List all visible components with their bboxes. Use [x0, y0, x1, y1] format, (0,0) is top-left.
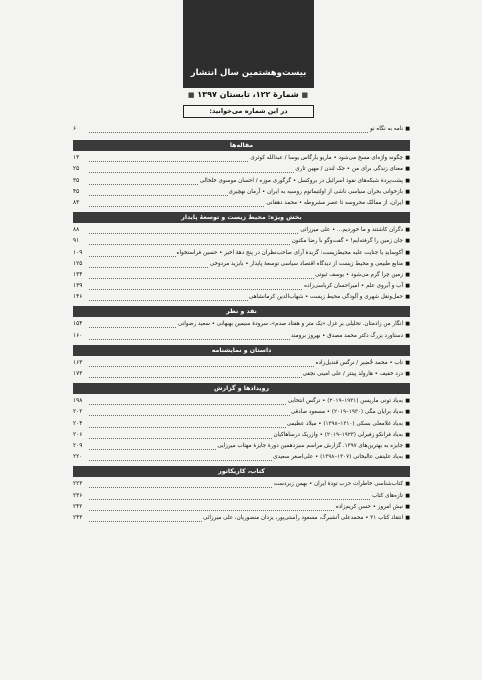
- square-bullet-icon: ■: [405, 249, 410, 256]
- toc-entry[interactable]: [73, 124, 410, 135]
- square-bullet-icon: ■: [405, 420, 410, 427]
- page-number: ۱۰۹: [73, 248, 89, 259]
- entry-title: ایران، از ممالک محروسه تا عصر مشروطه • محمد دهقانی: [265, 198, 403, 209]
- toc-entry[interactable]: [73, 452, 410, 463]
- toc-entry[interactable]: [73, 248, 410, 259]
- toc-entry[interactable]: [73, 236, 410, 247]
- page-number: ۸۳: [73, 198, 89, 209]
- toc-entry[interactable]: [73, 319, 410, 330]
- entry-title: دگران کاشتند و ما خوردیم... • علی میرزائی: [299, 225, 403, 236]
- toc-entry[interactable]: [73, 407, 410, 418]
- square-bullet-icon: ■: [405, 126, 410, 132]
- entry-title: به‌یاد فرانکو زفیرلی (۱۹۲۳–۲۰۱۹) • وازریک درساهاکیان: [272, 430, 403, 441]
- page-number: ۲۰۹: [73, 441, 89, 452]
- issue-number: شمارهٔ ۱۲۲، تابستان ۱۳۹۷: [197, 90, 299, 99]
- toc-entry[interactable]: [73, 176, 410, 187]
- page-number: ۲۰۶: [73, 430, 89, 441]
- entry-title: تازه‌های کتاب: [371, 491, 403, 502]
- square-bullet-icon: ■: [405, 503, 410, 510]
- page-number: ۲۴۳: [73, 513, 89, 524]
- page-number: ۱۳۴: [73, 270, 89, 281]
- square-bullet-icon: ■: [405, 155, 410, 162]
- toc-entry[interactable]: [73, 441, 410, 452]
- page-number: ۹۱: [73, 236, 89, 247]
- square-bullet-icon: ■: [405, 271, 410, 278]
- toc-entry[interactable]: [73, 281, 410, 292]
- toc-entry[interactable]: [73, 358, 410, 369]
- page-number: ۱۴۶: [73, 292, 89, 303]
- toc-entry[interactable]: [73, 187, 410, 198]
- entry-title: جان زمین را گرفته‌ایم! • گفت‌وگو با رضا مکنون: [291, 236, 403, 247]
- dot-leader: [87, 491, 402, 500]
- entry-title: به‌یاد علینقی عالیخانی (۱۳۰۷–۱۳۹۸) • علی‌اصغر سعیدی: [272, 452, 403, 463]
- page-number: ۲۲۰: [73, 452, 89, 463]
- dot-leader: [87, 124, 402, 133]
- square-bullet-icon: ■: [405, 188, 410, 195]
- page-number: ۲۵: [73, 164, 89, 175]
- entry-title: درد خفیف • هارولد پینتر / علی امینی نجفی: [302, 369, 403, 380]
- page-number: ۱۳: [73, 153, 89, 164]
- entry-title: به‌یاد غلامعلی بسکی (۱۳۱۰–۱۳۹۸) • میلاد عظیمی: [286, 419, 403, 430]
- section-header: رویدادها و گزارش: [73, 383, 410, 394]
- toc-entry[interactable]: [73, 198, 410, 209]
- entry-title: نامه به نگاه نو: [369, 124, 403, 135]
- toc-entry[interactable]: [73, 502, 410, 513]
- square-bullet-icon: ■: [301, 91, 309, 99]
- entry-title: تاب • محمد خُضیر / نرگس قندیل‌زاده: [315, 358, 403, 369]
- square-bullet-icon: ■: [405, 294, 410, 301]
- entry-title: آب و آبروی علم • امیراحسان کرباسی‌زاده: [303, 281, 403, 292]
- entry-title: زمین چرا گرم می‌شود • یوسف ثبوتی: [314, 270, 403, 281]
- page-number: ۱۶۳: [73, 358, 89, 369]
- toc-entry[interactable]: [73, 491, 410, 502]
- entry-title: حمل‌ونقل شهری و آلودگی محیط زیست • شهاب‌الدین کرمانشاهی: [248, 292, 403, 303]
- square-bullet-icon: ■: [405, 431, 410, 438]
- square-bullet-icon: ■: [405, 359, 410, 366]
- toc-entry[interactable]: [73, 430, 410, 441]
- square-bullet-icon: ■: [405, 227, 410, 234]
- square-bullet-icon: ■: [405, 283, 410, 290]
- section-header: مقاله‌ها: [73, 140, 410, 151]
- section-header: بخش ویژه: محیط زیست و توسعهٔ پایدار: [73, 212, 410, 223]
- page-number: ۳۵: [73, 176, 89, 187]
- page-number: ۴۵: [73, 187, 89, 198]
- section-header: کتاب، کاریکاتور: [73, 466, 410, 477]
- toc-entry[interactable]: [73, 396, 410, 407]
- entry-title: منابع طبیعی و محیط زیست از دیدگاه اقتصاد سیاسی توسعهٔ پایدار • بابزید مردوخی: [209, 259, 403, 270]
- spacer: [73, 135, 410, 137]
- page-number: ۱۷۳: [73, 369, 89, 380]
- toc-entry[interactable]: [73, 419, 410, 430]
- page-number: ۲۲۳: [73, 479, 89, 490]
- page-number: ۸۸: [73, 225, 89, 236]
- page-number: ۱۲۵: [73, 259, 89, 270]
- page-number: ۱۶۰: [73, 331, 89, 342]
- square-bullet-icon: ■: [405, 321, 410, 328]
- toc-entry[interactable]: [73, 270, 410, 281]
- square-bullet-icon: ■: [405, 177, 410, 184]
- entry-title: دستاورد بزرگ دکتر محمد مصدق • بهروز برومند: [290, 331, 403, 342]
- square-bullet-icon: ■: [405, 481, 410, 488]
- toc-entry[interactable]: [73, 331, 410, 342]
- page-number: ۱۵۴: [73, 319, 89, 330]
- square-bullet-icon: ■: [405, 371, 410, 377]
- in-this-issue-label: در این شماره می‌خوانید:: [183, 105, 314, 118]
- toc-entry[interactable]: [73, 225, 410, 236]
- square-bullet-icon: ■: [405, 492, 410, 499]
- square-bullet-icon: ■: [405, 442, 410, 449]
- page-number: ۲۴۲: [73, 502, 89, 513]
- square-bullet-icon: ■: [405, 514, 410, 521]
- square-bullet-icon: ■: [405, 398, 410, 405]
- toc-entry[interactable]: [73, 153, 410, 164]
- page-number: ۲۰۲: [73, 407, 89, 418]
- entry-title: انتقاد کتاب ۳۱ • محمدعلی آتشبرگ، مسعود راستی‌پور، یزدان منصوریان، علی میرزائی: [202, 513, 403, 524]
- table-of-contents: [73, 124, 410, 524]
- toc-entry[interactable]: [73, 513, 410, 524]
- square-bullet-icon: ■: [187, 91, 195, 99]
- square-bullet-icon: ■: [405, 199, 410, 206]
- page-number: ۶: [73, 124, 89, 135]
- page-number: ۱۹۸: [73, 396, 89, 407]
- square-bullet-icon: ■: [405, 166, 410, 173]
- square-bullet-icon: ■: [405, 409, 410, 416]
- entry-title: معنای زندگی برای من • جک لندن / مهین تاری: [294, 164, 403, 175]
- anniversary-title: بیست‌وهشتمین سال انتشار: [190, 68, 307, 78]
- toc-entry[interactable]: [73, 259, 410, 270]
- toc-entry[interactable]: [73, 164, 410, 175]
- square-bullet-icon: ■: [405, 260, 410, 267]
- section-header: نقد و نظر: [73, 306, 410, 317]
- square-bullet-icon: ■: [405, 454, 410, 461]
- entry-title: کتاب‌شناسی خاطرات حزب تودهٔ ایران • بهمن زبردست: [273, 479, 403, 490]
- page-number: ۱۳۹: [73, 281, 89, 292]
- entry-title: نیش امروز • حسن کریم‌زاده: [335, 502, 403, 513]
- entry-title: چگونه واژه‌ای مسخ می‌شود • ماریو بارگاس یوسا / عبدالله کوثری: [249, 153, 403, 164]
- page-number: ۲۳۶: [73, 491, 89, 502]
- square-bullet-icon: ■: [405, 238, 410, 245]
- entry-title: به‌یاد تونی ماریسن (۱۹۳۱–۲۰۱۹) • نرگس انتخابی: [287, 396, 403, 407]
- entry-title: به‌یاد برایان مگی (۱۹۳۰–۲۰۱۹) • مسعود صادقی: [290, 407, 403, 418]
- issue-line: [180, 90, 316, 99]
- header-block: [183, 0, 314, 88]
- toc-entry[interactable]: [73, 292, 410, 303]
- entry-title: جایزه به بهترین‌های ۱۳۹۷. گزارش مراسم سیزدهمین دورهٔ جایزهٔ مهتاب میرزایی: [216, 441, 403, 452]
- page-number: ۲۰۴: [73, 419, 89, 430]
- entry-title: انگار من زادمتان. تحلیلی بر غزل «یک متر و هفتاد صدم»، سرودهٔ سیمین بهبهانی • سعید رضوانی: [177, 319, 403, 330]
- square-bullet-icon: ■: [405, 332, 410, 339]
- section-header: داستان و نمایشنامه: [73, 345, 410, 356]
- entry-title: آکوسایدِ یا جنایت علیه محیط‌زیست: گزیدهٔ آرای صاحب‌نظران در پنج دههٔ اخیر • حسین فراستخواه: [176, 248, 403, 259]
- toc-entry[interactable]: [73, 369, 410, 380]
- entry-title: پشت‌پردهٔ شبکه‌های نفوذ اسرائیل در بروکسل • گرگوری موزه / احسان موسوی خلخالی: [199, 176, 403, 187]
- toc-entry[interactable]: [73, 479, 410, 490]
- entry-title: بازخوانی بحران سیاسی ناشی از اولتیماتوم روسیه به ایران • آرمان نهچیری: [228, 187, 404, 198]
